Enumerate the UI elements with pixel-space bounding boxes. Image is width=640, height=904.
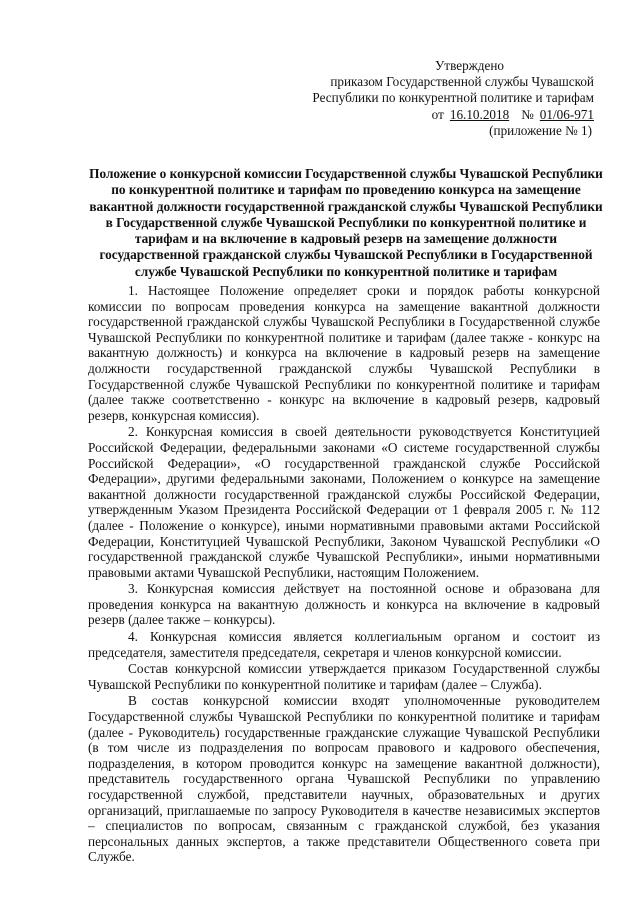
paragraph-composition: Состав конкурсной комиссии утверждается приказом Государственной службы Чувашской Республики по конкурентной политике и тарифам (далее – Служба). [88, 661, 600, 692]
paragraph-2: 2. Конкурсная комиссия в своей деятельности руководствуется Конституцией Российской Федерации, федеральными законами «О системе государственной службы Российской Федерации», «О государственной гражданской службе Российской Федерации», другими федеральными законами, Положением о конкурсе на замещение вакантной должности государственной гражданской службы Российской Федерации, утвержденным Указом Президента Российской Федерации от 1 февраля 2005 г. № 112 (далее - Положение о конкурсе), иными нормативными правовыми актами Российской Федерации, Конституцией Чувашской Республики, Законом Чувашской Республики «О государственной гражданской службе Чувашской Республики», иными нормативными правовыми актами Чувашской Республики, настоящим Положением. [88, 424, 600, 580]
date-prefix: от [431, 106, 444, 122]
paragraph-members: В состав конкурсной комиссии входят уполномоченные руководителем Государственной службы Чувашской Республики по конкурентной политике и тарифам (далее - Руководитель) государственные гражданские служащие Чувашской Республики (в том числе из подразделения по вопросам правового и кадрового обеспечения, подразделения, в котором проводится конкурс на замещение вакантной должности), представитель государственного органа Чувашской Республики по управлению государственной службой, представители научных, образовательных и других организаций, приглашаемые по запросу Руководителя в качестве независимых экспертов – специалистов по вопросам, связанным с гражданской службой, без указания персональных данных экспертов, а также представители Общественного совета при Службе. [88, 693, 600, 865]
approval-agency-line: Республики по конкурентной политике и тарифам [312, 90, 594, 106]
document-body [88, 283, 600, 865]
approval-date-line [304, 107, 594, 123]
paragraph-4: 4. Конкурсная комиссия является коллегиальным органом и состоит из председателя, заместителя председателя, секретаря и членов конкурсной комиссии. [88, 629, 600, 660]
approval-order-line: приказом Государственной службы Чувашской [330, 74, 594, 90]
paragraph-1: 1. Настоящее Положение определяет сроки и порядок работы конкурсной комиссии по вопросам проведения конкурса на замещение вакантной должности государственной гражданской службы Чувашской Республики в Государственной службе Чувашской Республики по конкурентной политике и тарифам (далее также - конкурс на вакантную должность) и конкурса на включение в кадровый резерв на замещение должности государственной гражданской службы Чувашской Республики в Государственной службе Чувашской Республики по конкурентной политике и тарифам (далее также соответственно - конкурс на включение в кадровый резерв, кадровый резерв, конкурсная комиссия). [88, 283, 600, 423]
approval-block [304, 58, 594, 139]
appendix-label: (приложение № 1) [489, 122, 592, 138]
approval-heading: Утверждено [434, 58, 504, 73]
document-title: Положение о конкурсной комиссии Государственной службы Чувашской Республики по конкурентной политике и тарифам по проведению конкурса на замещение вакантной должности государственной гражданской службы Чувашской Республики в Государственной службе Чувашской Республики по конкурентной политике и тарифам и на включение в кадровый резерв на замещение должности государственной гражданской службы Чувашской Республики в Государственной службе Чувашской Республики по конкурентной политике и тарифам [89, 166, 603, 279]
paragraph-3: 3. Конкурсная комиссия действует на постоянной основе и образована для проведения конкурса на вакантную должность и конкурса на включение в кадровый резерв (далее также – конкурсы). [88, 581, 600, 628]
number-prefix: № [521, 106, 534, 122]
approval-date: 16.10.2018 [449, 106, 510, 122]
approval-number: 01/06-971 [539, 106, 594, 122]
